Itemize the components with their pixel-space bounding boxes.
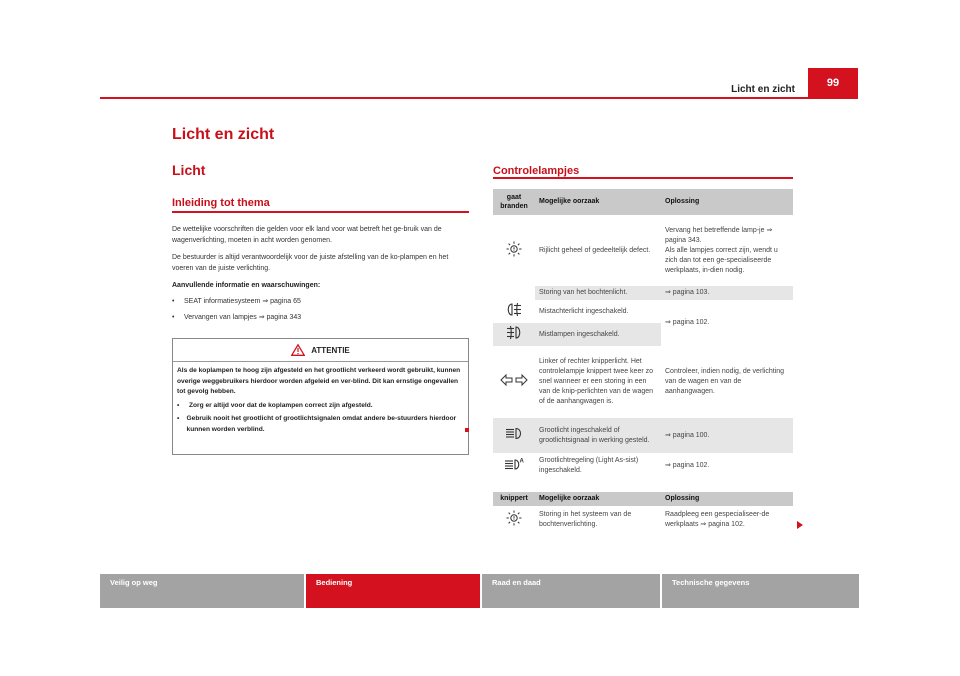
paragraph-2: De bestuurder is altijd verantwoordelijk voor de juiste afstelling van de ko-plampen en het voeren van de juiste verlichting. bbox=[172, 254, 449, 272]
warning-bullet bbox=[177, 401, 464, 412]
section-title-controlelampjes: Controlelampjes bbox=[493, 165, 580, 177]
subsection-title: Inleiding tot thema bbox=[172, 197, 270, 209]
icon-cell bbox=[493, 300, 535, 323]
bulb-defect-icon bbox=[506, 241, 522, 257]
warning-title: ATTENTIE bbox=[311, 345, 350, 355]
footer-tab-veilig-op-weg[interactable] bbox=[100, 574, 304, 608]
intro-text bbox=[172, 224, 469, 323]
warning-lights-table bbox=[493, 189, 793, 479]
link-text[interactable]: SEAT informatiesysteem ⇒ pagina 65 bbox=[184, 298, 301, 305]
rear-fog-light-icon bbox=[506, 302, 522, 317]
cause-cell: Rijlicht geheel of gedeeltelijk defect. bbox=[539, 246, 651, 254]
solution-cell: Controleer, indien nodig, de verlichting van de wagen en van de aanhangwagen. bbox=[665, 368, 785, 395]
header-rule bbox=[100, 97, 858, 99]
solution-cell[interactable]: Raadpleeg een gespecialiseer-de werkplaats ⇒ pagina 102. bbox=[661, 506, 793, 533]
extra-info-heading: Aanvullende informatie en waarschuwingen: bbox=[172, 282, 321, 289]
table-row bbox=[493, 346, 793, 418]
column-header: Oplossing bbox=[661, 189, 793, 215]
footer-tab-label: Technische gegevens bbox=[672, 578, 750, 587]
svg-text:A: A bbox=[519, 458, 524, 465]
section-end-mark bbox=[465, 428, 469, 432]
column-header: gaat branden bbox=[493, 189, 535, 215]
warning-bullet-text: Zorg er altijd voor dat de koplampen correct zijn afgesteld. bbox=[189, 401, 373, 409]
section-title: Licht bbox=[172, 162, 206, 178]
bullet-dot: • bbox=[172, 314, 175, 321]
icon-cell bbox=[493, 215, 535, 286]
warning-text: Als de koplampen te hoog zijn afgesteld en het grootlicht verkeerd wordt gebruikt, kunnen overige weggebruikers hierdoor worden afgeleid en ver-blind. Dit kan ernstige ongevallen tot gevolg hebben. bbox=[177, 367, 461, 395]
link-item[interactable] bbox=[172, 296, 469, 307]
table-header-row bbox=[493, 189, 793, 215]
warning-triangle-icon bbox=[291, 344, 305, 356]
bullet-dot: • bbox=[177, 415, 180, 422]
footer-tab-label: Veilig op weg bbox=[110, 578, 158, 587]
solution-cell[interactable]: ⇒ pagina 102. bbox=[665, 462, 710, 469]
solution-cell: Vervang het betreffende lamp-je ⇒ pagina 343. Als alle lampjes correct zijn, wendt u zich dan tot een ge-specialiseerde werkplaats, in-dien nodig. bbox=[665, 226, 778, 274]
icon-cell bbox=[493, 418, 535, 453]
icon-cell bbox=[493, 506, 535, 533]
section-rule bbox=[493, 177, 793, 179]
icon-cell bbox=[493, 286, 535, 300]
blinking-lights-table bbox=[493, 492, 793, 533]
table-row bbox=[493, 300, 793, 323]
footer-tab-label: Raad en daad bbox=[492, 578, 541, 587]
column-header: knippert bbox=[493, 492, 535, 506]
warning-header bbox=[173, 339, 468, 362]
light-assist-icon bbox=[504, 457, 524, 471]
footer-tab-bediening[interactable] bbox=[306, 574, 480, 608]
cause-cell: Mistlampen ingeschakeld. bbox=[539, 330, 620, 338]
running-header-title: Licht en zicht bbox=[731, 84, 795, 95]
bulb-defect-icon bbox=[506, 510, 522, 526]
column-header: Mogelijke oorzaak bbox=[535, 189, 661, 215]
page-number: 99 bbox=[808, 68, 858, 98]
paragraph-1: De wettelijke voorschriften die gelden voor elk land voor wat betreft het ge-bruik van de wagenverlichting, moeten in acht worden genomen. bbox=[172, 226, 442, 244]
cause-cell: Grootlichtregeling (Light As-sist) ingeschakeld. bbox=[539, 457, 639, 474]
table-row bbox=[493, 286, 793, 300]
cause-cell: Linker of rechter knipperlicht. Het controlelampje knippert twee keer zo snel wanneer er een storing in een van de knip-perlichten van de wagen of de aanhangwagen is. bbox=[539, 358, 654, 405]
icon-cell bbox=[493, 453, 535, 479]
link-item[interactable] bbox=[172, 312, 469, 323]
bullet-dot: • bbox=[177, 401, 180, 409]
solution-cell[interactable]: ⇒ pagina 100. bbox=[665, 431, 710, 439]
table-row bbox=[493, 215, 793, 286]
icon-cell bbox=[493, 323, 535, 346]
cause-cell: Storing van het bochtenlicht. bbox=[539, 289, 628, 296]
continue-arrow-icon bbox=[797, 521, 803, 529]
table-header-row bbox=[493, 492, 793, 506]
table-row bbox=[493, 506, 793, 533]
subsection-rule bbox=[172, 211, 469, 213]
fog-light-icon bbox=[506, 325, 522, 340]
warning-bullet bbox=[177, 414, 464, 435]
cause-cell: Storing in het systeem van de bochtenverlichting. bbox=[535, 506, 661, 533]
chapter-title: Licht en zicht bbox=[172, 126, 275, 143]
bullet-dot: • bbox=[172, 298, 175, 305]
table-row bbox=[493, 453, 793, 479]
icon-cell bbox=[493, 346, 535, 418]
footer-tab-technische-gegevens[interactable] bbox=[662, 574, 859, 608]
warning-box bbox=[172, 338, 469, 455]
cause-cell: Mistachterlicht ingeschakeld. bbox=[539, 307, 629, 315]
footer-tab-raad-en-daad[interactable] bbox=[482, 574, 660, 608]
turn-signal-icon bbox=[500, 374, 528, 386]
table-row bbox=[493, 418, 793, 453]
column-header: Mogelijke oorzaak bbox=[535, 492, 661, 506]
solution-cell[interactable]: ⇒ pagina 103. bbox=[665, 289, 710, 296]
column-header: Oplossing bbox=[661, 492, 793, 506]
link-text[interactable]: Vervangen van lampjes ⇒ pagina 343 bbox=[184, 314, 302, 321]
solution-cell[interactable]: ⇒ pagina 102. bbox=[665, 319, 710, 326]
warning-bullet-text: Gebruik nooit het grootlicht of grootlichtsignalen omdat andere be-stuurders hierdoor kunnen worden verblind. bbox=[186, 415, 457, 433]
footer-tab-label: Bediening bbox=[316, 578, 353, 587]
warning-body bbox=[173, 362, 468, 439]
cause-cell: Grootlicht ingeschakeld of grootlichtsignaal in werking gesteld. bbox=[539, 426, 650, 444]
high-beam-icon bbox=[505, 427, 523, 440]
